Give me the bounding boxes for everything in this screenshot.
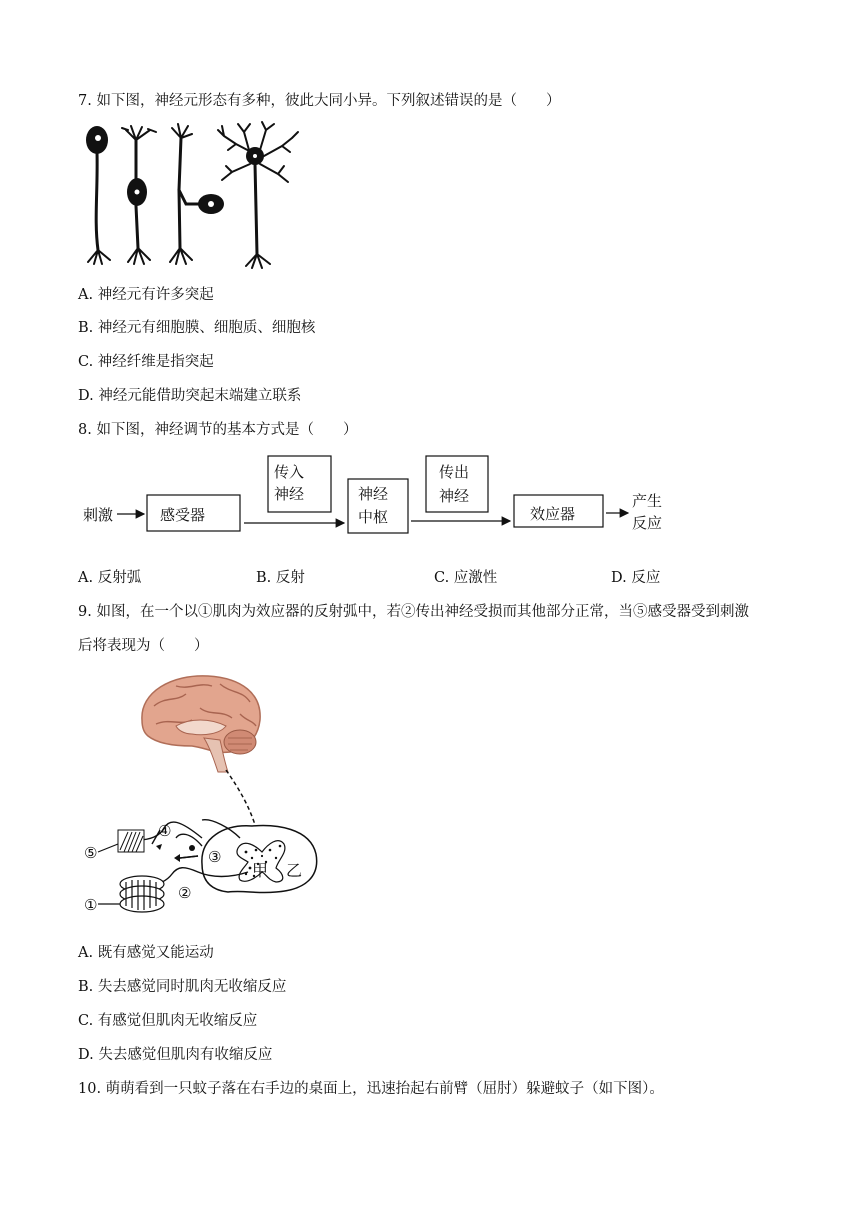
q9-stem-line2: 后将表现为（ ） [78, 638, 209, 654]
label-4: ④ [158, 822, 172, 840]
q9-option-a: A. 既有感觉又能运动 [78, 945, 214, 961]
muscle-bundle [120, 876, 164, 912]
label-yi: 乙 [286, 861, 303, 880]
label-2: ② [178, 884, 192, 902]
label-stimulus: 刺激 [83, 506, 114, 524]
q8-option-c: C. 应激性 [434, 570, 498, 586]
label-response-1: 产生 [632, 492, 663, 510]
q7-option-b: B. 神经元有细胞膜、细胞质、细胞核 [78, 320, 316, 336]
q7-option-a: A. 神经元有许多突起 [78, 287, 214, 303]
q8-option-a: A. 反射弧 [78, 570, 142, 586]
label-efferent-2: 神经 [439, 487, 470, 505]
label-3: ③ [208, 848, 222, 866]
q9-stem-line1: 9. 如图，在一个以①肌肉为效应器的反射弧中，若②传出神经受损而其他部分正常，当⑤感受器受到刺激 [78, 604, 749, 620]
q9-option-b: B. 失去感觉同时肌肉无收缩反应 [78, 979, 287, 995]
label-jia: 甲 [252, 861, 269, 880]
label-5: ⑤ [84, 844, 98, 862]
label-effector: 效应器 [530, 505, 576, 523]
label-receptor: 感受器 [160, 506, 206, 524]
label-center-1: 神经 [358, 485, 389, 503]
q8-option-d: D. 反应 [611, 570, 661, 586]
q9-option-d: D. 失去感觉但肌肉有收缩反应 [78, 1047, 273, 1063]
q8-option-b: B. 反射 [256, 570, 305, 586]
q7-option-c: C. 神经纤维是指突起 [78, 354, 214, 370]
q8-stem: 8. 如下图，神经调节的基本方式是（ ） [78, 422, 358, 438]
receptor-patch [118, 830, 144, 852]
label-center-2: 中枢 [358, 508, 389, 526]
q10-stem: 10. 萌萌看到一只蚊子落在右手边的桌面上，迅速抬起右前臂（屈肘）躲避蚊子（如下图）。 [78, 1081, 664, 1097]
label-efferent-1: 传出 [439, 463, 470, 481]
brain-illustration [142, 676, 260, 772]
reflex-flow-diagram [0, 450, 868, 550]
dashed-tract [226, 770, 256, 828]
reflex-arc-figure [80, 668, 370, 928]
q7-stem: 7. 如下图，神经元形态有多种，彼此大同小异。下列叙述错误的是（ ） [78, 93, 561, 109]
neuron-figure [84, 120, 304, 270]
label-afferent-2: 神经 [274, 485, 305, 503]
q9-option-c: C. 有感觉但肌肉无收缩反应 [78, 1013, 258, 1029]
q8-options [78, 566, 778, 586]
label-afferent-1: 传入 [274, 463, 305, 481]
label-1: ① [84, 896, 98, 914]
q7-option-d: D. 神经元能借助突起末端建立联系 [78, 388, 302, 404]
label-response-2: 反应 [632, 514, 663, 532]
